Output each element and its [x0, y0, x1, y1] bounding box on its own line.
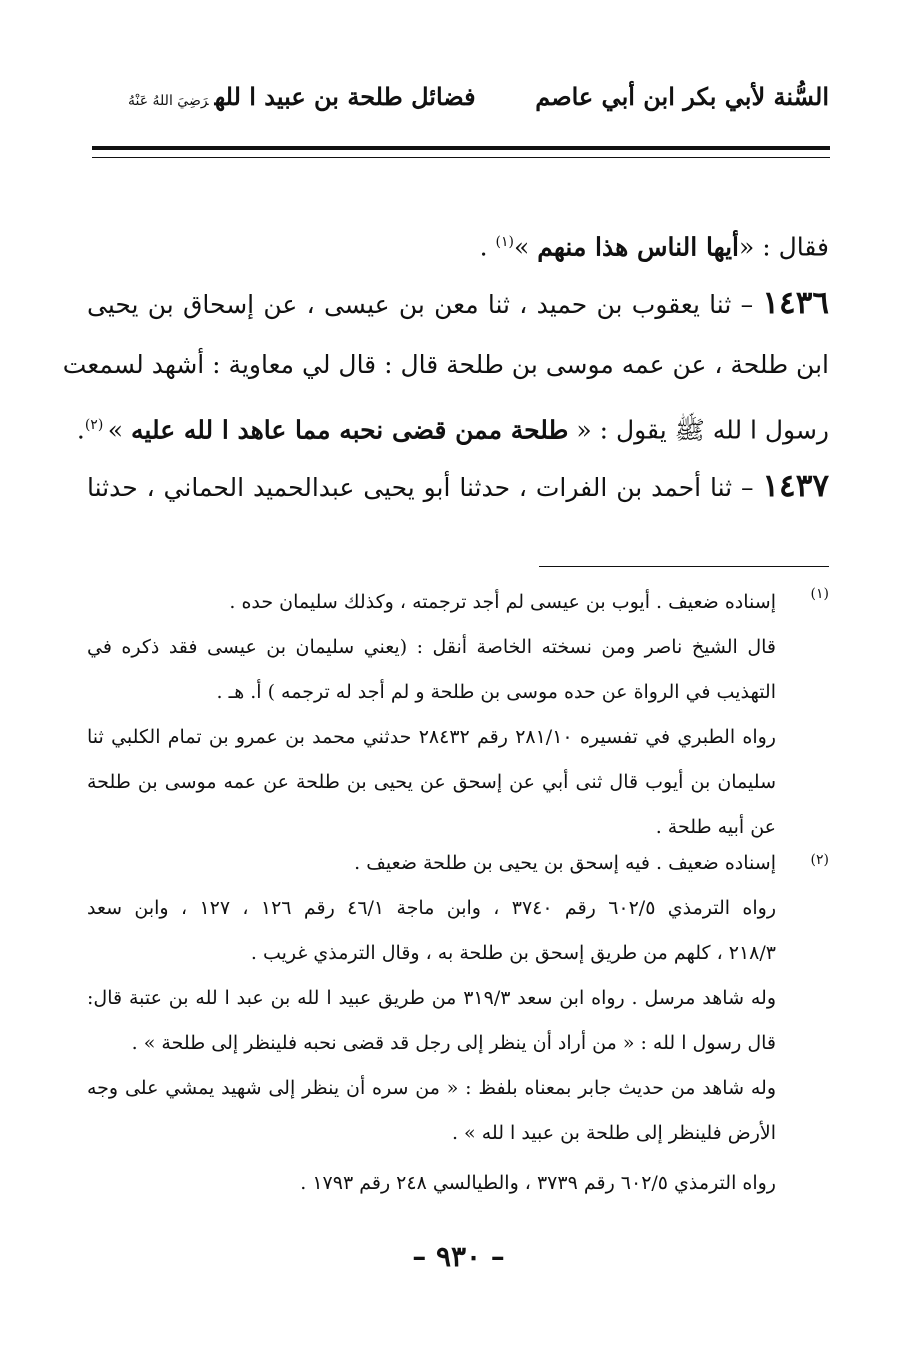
header-rule-thin — [92, 157, 830, 158]
running-header-chapter — [128, 82, 476, 111]
footnote-2-line: رواه الترمذي ٦٠٢/٥ رقم ٣٧٣٩ ، والطيالسي ٢٤٨ رقم ١٧٩٣ . — [300, 1172, 776, 1194]
footnote-1-line: عن أبيه طلحة . — [655, 816, 776, 838]
footnote-1-line: إسناده ضعيف . أيوب بن عيسى لم أجد ترجمته ، وكذلك سليمان حده . — [229, 591, 776, 613]
hadith-number-1437: ١٤٣٧ — [762, 468, 829, 504]
footnote-separator — [539, 566, 829, 567]
footnote-2-line: رواه الترمذي ٦٠٢/٥ رقم ٣٧٤٠ ، وابن ماجة ٤٦/١ رقم ١٢٦ ، ١٢٧ ، وابن سعد — [87, 897, 776, 919]
footnote-2-line: الأرض فلينظر إلى طلحة بن عبيد ا لله » . — [451, 1122, 776, 1144]
quoted-hadith: طلحة ممن قضى نحبه مما عاهد ا لله عليه — [131, 415, 569, 445]
footnote-marker-2: (٢) — [810, 852, 829, 868]
hadith-number-1436: ١٤٣٦ — [762, 285, 829, 321]
footnote-1-line: التهذيب في الرواة عن حده موسى بن طلحة و لم أجد له ترجمه ) أ. هـ . — [216, 681, 776, 703]
hadith-1437-line-1: ١٤٣٧ – ثنا أحمد بن الفرات ، حدثنا أبو يحيى عبدالحميد الحماني ، حدثنا — [87, 468, 829, 504]
main-line-1: فقال : «أيها الناس هذا منهم »$^{(١)}$ . — [479, 232, 829, 262]
hadith-1436-line-3: رسول ا لله ﷺ يقول : « طلحة ممن قضى نحبه مما عاهد ا لله عليه » $^{(٢)}$. — [76, 415, 829, 445]
footnote-1-line: قال الشيخ ناصر ومن نسخته الخاصة أنقل : (يعني سليمان بن عيسى فقد ذكره في — [87, 636, 776, 658]
hadith-1436-line-1: ١٤٣٦ – ثنا يعقوب بن حميد ، ثنا معن بن عيسى ، عن إسحاق بن يحيى — [87, 285, 829, 321]
chapter-title: فضائل طلحة بن عبيد ا لله — [214, 82, 476, 111]
page-number: – ٩٣٠ – — [412, 1240, 505, 1273]
header-rule-thick — [92, 146, 830, 150]
footnote-2 — [87, 843, 776, 1208]
footnote-1 — [87, 582, 776, 852]
footnote-1-line: رواه الطبري في تفسيره ٢٨١/١٠ رقم ٢٨٤٣٢ حدثني محمد بن عمرو بن تمام الكلبي ثنا — [87, 726, 776, 748]
main-text — [62, 212, 829, 517]
footnote-marker-1: (١) — [810, 586, 829, 602]
footnote-ref-2: (٢) — [84, 417, 108, 433]
footnote-1-line: سليمان بن أيوب قال ثنى أبي عن إسحق عن يحيى بن طلحة عن عمه موسى بن طلحة — [87, 771, 776, 793]
footnote-2-line: وله شاهد مرسل . رواه ابن سعد ٣١٩/٣ من طريق عبيد ا لله بن عبد ا لله بن عتبة قال: — [87, 987, 777, 1009]
footnote-2-line: وله شاهد من حديث جابر بمعناه بلفظ : « من سره أن ينظر إلى شهيد يمشي على وجه — [87, 1077, 776, 1099]
footnote-2-line: قال رسول ا لله : « من أراد أن ينظر إلى رجل قد قضى نحبه فلينظر إلى طلحة » . — [131, 1032, 776, 1054]
footnote-2-line: ٢١٨/٣ ، كلهم من طريق إسحق بن طلحة به ، وقال الترمذي غريب . — [250, 942, 776, 964]
quoted-saying: أيها الناس هذا منهم — [537, 232, 739, 262]
running-header-book-title: السُّنة لأبي بكر ابن أبي عاصم — [535, 82, 829, 111]
footnote-ref-1: (١) — [495, 234, 514, 250]
honorific-ligature: رَضِيَ اللهُ عَنْهُ — [128, 93, 209, 109]
hadith-1436-line-2: ابن طلحة ، عن عمه موسى بن طلحة قال : قال لي معاوية : أشهد لسمعت — [62, 350, 829, 379]
footnote-2-line: إسناده ضعيف . فيه إسحق بن يحيى بن طلحة ضعيف . — [354, 852, 776, 874]
